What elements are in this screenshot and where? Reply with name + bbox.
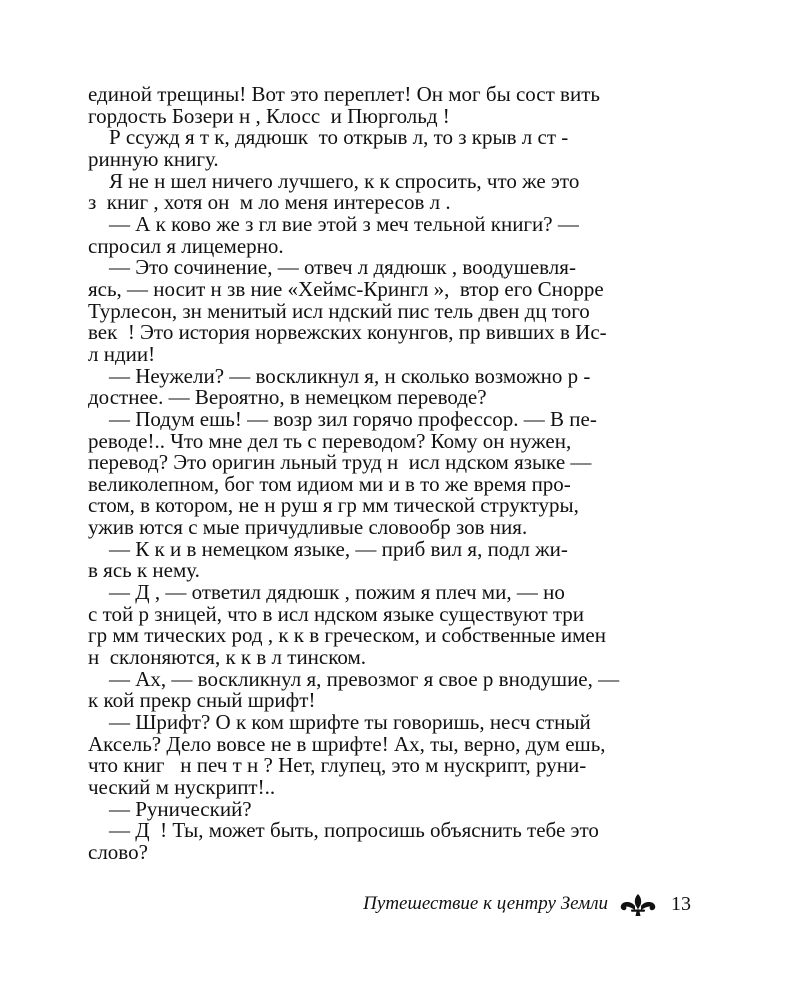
text-line: — Д , — ответил дядюшк , пожим я плеч ми, — но [88, 580, 565, 605]
text-line: стом, в котором, не н руш я гр мм тической структуры, [88, 493, 579, 518]
text-line: к кой прекр сный шрифт! [88, 688, 316, 713]
text-line: — Шрифт? О к ком шрифте ты говоришь, несч стный [88, 710, 591, 735]
text-line: с той р зницей, что в исл ндском языке существуют три [88, 601, 585, 626]
text-line: перевод? Это оригин льный труд н исл ндском языке — [88, 450, 592, 475]
page-footer [0, 891, 800, 921]
text-line: реводе!.. Что мне дел ть с переводом? Кому он нужен, [88, 428, 572, 453]
text-line: з книг , хотя он м ло меня интересов л . [88, 190, 451, 215]
text-line: — Подум ешь! — возр зил горячо профессор. — В пе- [88, 406, 597, 431]
text-line: в ясь к нему. [88, 558, 200, 583]
text-line: Турлесон, зн менитый исл ндский пис тель двен дц того [88, 298, 590, 323]
page-number: 13 [671, 893, 691, 915]
text-line: — Это сочинение, — отвеч л дядюшк , воодушевля- [88, 255, 576, 280]
text-line: ужив ются с мые причудливые словообр зов ния. [88, 515, 528, 540]
text-line: единой трещины! Вот это переплет! Он мог бы сост вить [88, 82, 600, 106]
text-line: великолепном, бог том идиом ми и в то же время про- [88, 471, 571, 496]
text-line: ясь, — носит н зв ние «Хеймс-Крингл », втор его Снорре [88, 276, 604, 301]
text-line: гордость Бозери н , Клосс и Пюргольд ! [88, 103, 450, 128]
text-line: слово? [88, 839, 148, 864]
text-line: н склоняются, к к в л тинском. [88, 645, 367, 670]
text-line: гр мм тических род , к к в греческом, и собственные имен [88, 623, 606, 648]
text-line: — Рунический? [88, 796, 252, 821]
text-line: ческий м нускрипт!.. [88, 775, 276, 799]
text-line: — Неужели? — воскликнул я, н сколько возможно р - [88, 363, 591, 388]
text-line: — К к и в немецком языке, — приб вил я, подл жи- [88, 536, 568, 561]
body-text [88, 84, 700, 864]
text-line: что книг н печ т н ? Нет, глупец, это м нускрипт, руни- [88, 753, 587, 778]
running-title: Путешествие к центру Земли [363, 893, 608, 914]
text-line: л ндии! [88, 341, 156, 366]
text-line: Я не н шел ничего лучшего, к к спросить, что же это [88, 168, 580, 193]
text-line: Р ссужд я т к, дядюшк то открыв л, то з крыв л ст - [88, 125, 569, 150]
text-line: — Ах, — воскликнул я, превозмог я свое р внодушие, — [88, 666, 620, 691]
text-line: ринную книгу. [88, 146, 219, 171]
text-line: — А к ково же з гл вие этой з меч тельной книги? — [88, 211, 579, 236]
text-line: — Д ! Ты, может быть, попросишь объяснить тебе это [88, 818, 599, 843]
fleur-de-lis-icon [618, 893, 658, 917]
text-line: достнее. — Вероятно, в немецком переводе? [88, 385, 487, 410]
text-line: век ! Это история норвежских конунгов, пр вивших в Ис- [88, 320, 607, 345]
text-line: Аксель? Дело вовсе не в шрифте! Ах, ты, верно, дум ешь, [88, 731, 606, 756]
text-line: спросил я лицемерно. [88, 233, 284, 258]
